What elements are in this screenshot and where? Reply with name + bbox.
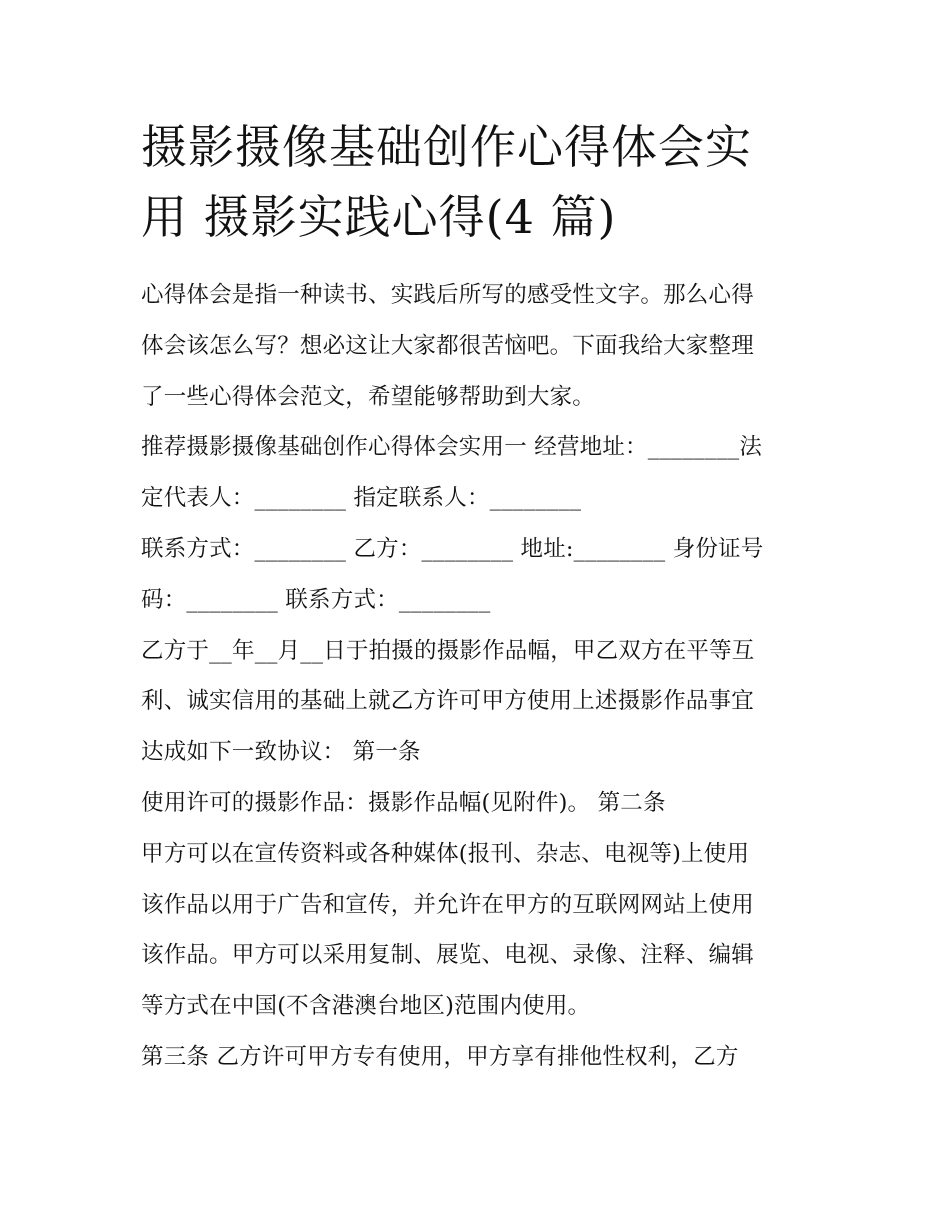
text-line: 心得体会是指一种读书、实践后所写的感受性文字。那么心得 <box>141 282 754 308</box>
party-b-paragraph <box>141 524 821 626</box>
text-line: 推荐摄影摄像基础创作心得体会实用一 经营地址：________法 <box>141 434 763 461</box>
article-three-paragraph <box>141 1032 821 1083</box>
title-line: 摄影摄像基础创作心得体会实 <box>141 120 752 174</box>
document-content <box>141 112 821 1083</box>
article-two-paragraph <box>141 829 821 1032</box>
text-line: 利、诚实信用的基础上就乙方许可甲方使用上述摄影作品事宜 <box>141 688 754 715</box>
text-line: 使用许可的摄影作品：摄影作品幅(见附件)。 第二条 <box>141 789 666 816</box>
text-line: 甲方可以在宣传资料或各种媒体(报刊、杂志、电视等)上使用 <box>141 840 750 867</box>
article-one-paragraph <box>141 778 821 829</box>
document-body <box>141 270 821 1083</box>
text-line: 了一些心得体会范文，希望能够帮助到大家。 <box>141 383 596 410</box>
title-line: 用 摄影实践心得(4 篇) <box>141 190 617 244</box>
text-line: 体会该怎么写？想必这让大家都很苦恼吧。下面我给大家整理 <box>141 332 754 359</box>
text-line: 乙方于__年__月__日于拍摄的摄影作品幅，甲乙双方在平等互 <box>141 637 755 664</box>
text-line: 等方式在中国(不含港澳台地区)范围内使用。 <box>141 993 591 1020</box>
intro-paragraph <box>141 270 821 422</box>
text-line: 该作品。甲方可以采用复制、展览、电视、录像、注释、编辑 <box>141 942 754 969</box>
text-line: 联系方式：________ 乙方：________ 地址:________ 身份证号 <box>141 535 764 562</box>
agreement-paragraph <box>141 626 821 778</box>
text-line: 达成如下一致协议： 第一条 <box>141 739 421 766</box>
text-line: 该作品以用于广告和宣传，并允许在甲方的互联网网站上使用 <box>141 891 754 918</box>
text-line: 码：________ 联系方式：________ <box>141 586 491 613</box>
text-line: 第三条 乙方许可甲方专有使用，甲方享有排他性权利，乙方 <box>141 1043 739 1070</box>
party-a-paragraph <box>141 422 821 524</box>
text-line: 定代表人：________ 指定联系人：________ <box>141 485 582 512</box>
document-title <box>141 112 821 252</box>
